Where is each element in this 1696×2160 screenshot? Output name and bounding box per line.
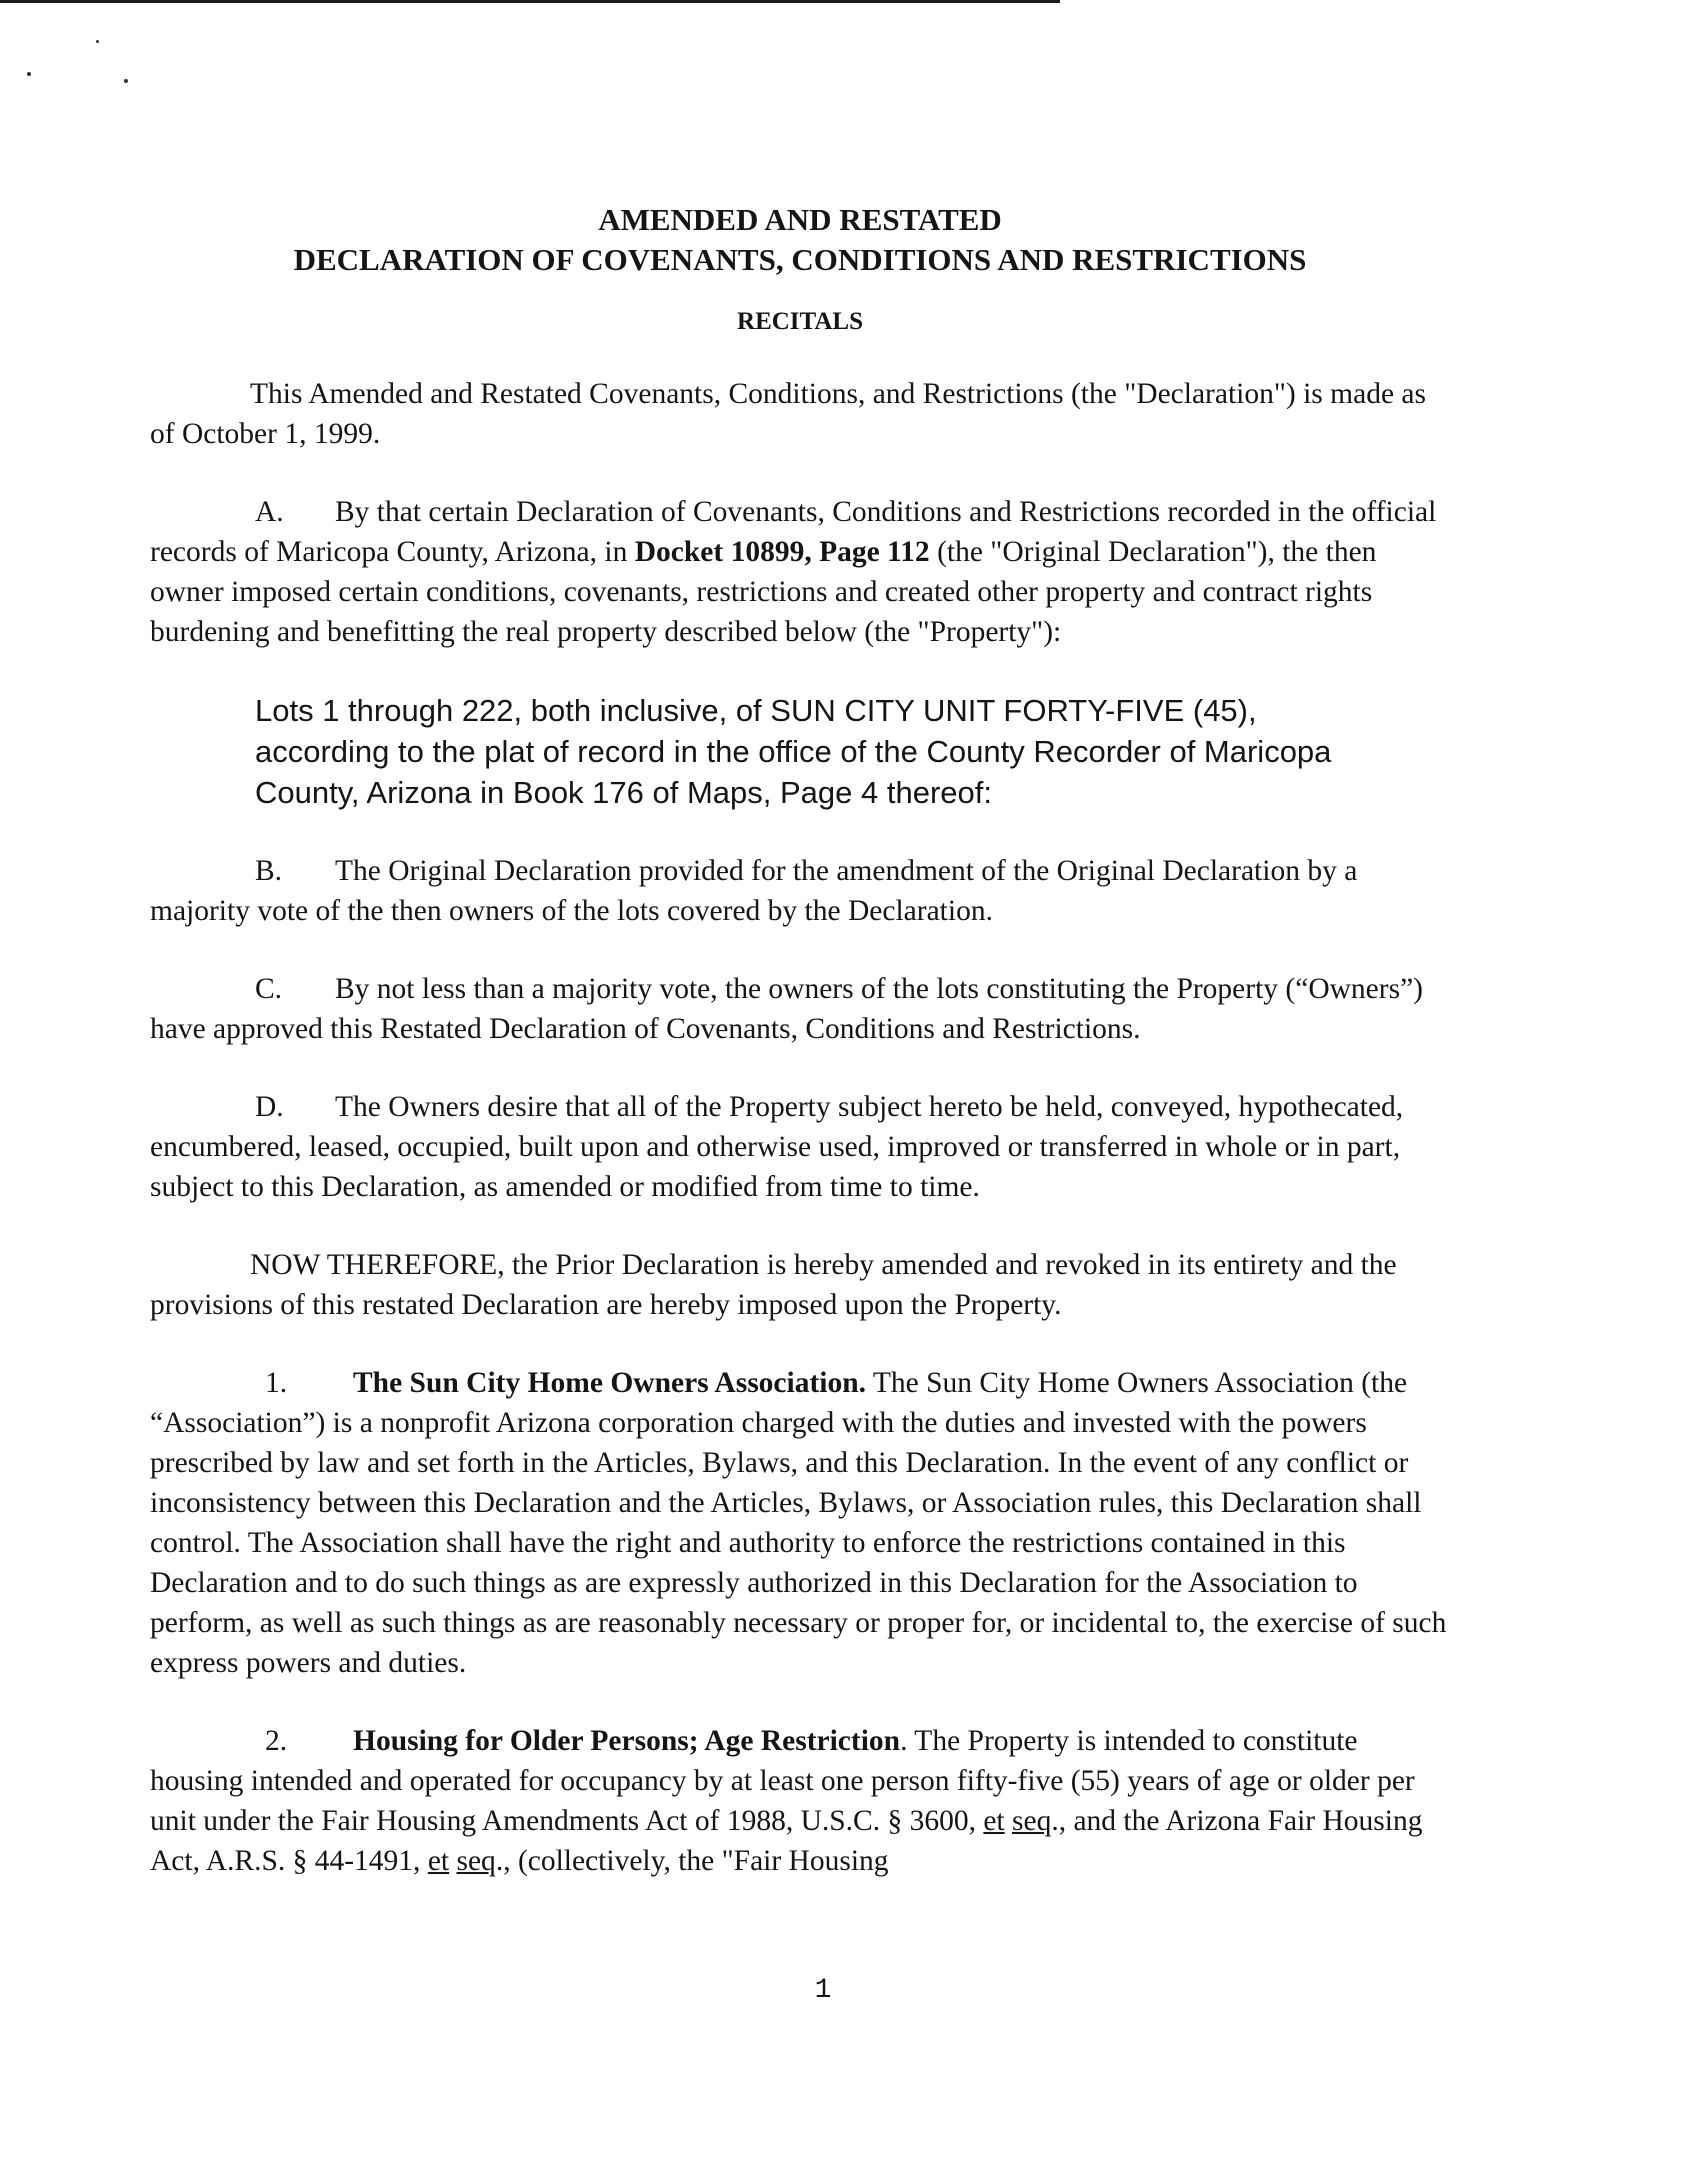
section-1-number: 1. [265, 1367, 288, 1399]
recital-b-text: The Original Declaration provided for the amendment of the Original Declaration by a majority vote of the then owners of the lots covered by the Declaration. [150, 855, 1358, 927]
section-2-number: 2. [265, 1725, 288, 1757]
recital-b [150, 851, 1450, 931]
document-page [150, 200, 1450, 1919]
section-1 [150, 1363, 1450, 1683]
section-2-text-2: ., and the Arizona Fair Housing Act, A.R.S. § 44-1491, [150, 1805, 1423, 1877]
document-title-line-1: AMENDED AND RESTATED [598, 202, 1002, 237]
scan-speck [27, 72, 31, 76]
section-1-text: The Sun City Home Owners Association (the “Association”) is a nonprofit Arizona corporation charged with the duties and invested with the powers prescribed by law and set forth in the Articles, Bylaws, and this Declaration. In the event of any conflict or inconsistency between this Declaration and the Articles, Bylaws, or Association rules, this Declaration shall control. The Association shall have the right and authority to enforce the restrictions contained in this Declaration and to do such things as are expressly authorized in this Declaration for the Association to perform, as well as such things as are reasonably necessary or proper for, or incidental to, the exercise of such express powers and duties. [150, 1367, 1447, 1679]
scan-speck [124, 79, 128, 83]
recital-a-text-2: (the "Original Declaration"), the then owner imposed certain conditions, covenants, restrictions and created other property and contract rights burdening and benefitting the real property described below (the "Property"): [150, 536, 1377, 648]
scan-border [0, 0, 1060, 3]
recital-b-letter: B. [255, 855, 283, 887]
now-therefore-paragraph: NOW THEREFORE, the Prior Declaration is hereby amended and revoked in its entirety and the provisions of this restated Declaration are hereby imposed upon the Property. [150, 1249, 1397, 1321]
recital-a [150, 492, 1450, 652]
intro-paragraph: This Amended and Restated Covenants, Conditions, and Restrictions (the "Declaration") is made as of October 1, 1999. [150, 378, 1426, 450]
et-seq-et-2: et [427, 1845, 450, 1877]
recital-d-letter: D. [255, 1091, 284, 1123]
recital-c-text: By not less than a majority vote, the owners of the lots constituting the Property (“Owners”) have approved this Restated Declaration of Covenants, Conditions and Restrictions. [150, 973, 1423, 1045]
recital-d [150, 1087, 1450, 1207]
recital-c [150, 969, 1450, 1049]
scan-speck [96, 40, 99, 43]
docket-reference: Docket 10899, Page 112 [634, 536, 930, 568]
recital-c-letter: C. [255, 973, 283, 1005]
recital-a-letter: A. [255, 496, 284, 528]
page-number: 1 [814, 1975, 832, 2006]
recital-a-text-1: By that certain Declaration of Covenants, Conditions and Restrictions recorded in the official records of Maricopa County, Arizona, in [150, 496, 1437, 568]
section-2 [150, 1721, 1450, 1881]
legal-description: Lots 1 through 222, both inclusive, of SUN CITY UNIT FORTY-FIVE (45), according to the plat of record in the office of the County Recorder of Maricopa County, Arizona in Book 176 of Maps, Page 4 thereof: [255, 693, 1332, 810]
recitals-heading: RECITALS [737, 308, 863, 335]
section-2-text-3: ., (collectively, the "Fair Housing [495, 1845, 889, 1877]
et-seq-et-1: et [983, 1805, 1005, 1837]
section-2-heading: Housing for Older Persons; Age Restriction [353, 1725, 901, 1757]
recital-d-text: The Owners desire that all of the Property subject hereto be held, conveyed, hypothecated, encumbered, leased, occupied, built upon and otherwise used, improved or transferred in whole or in part, subject to this Declaration, as amended or modified from time to time. [150, 1091, 1404, 1203]
section-2-text-1: . The Property is intended to constitute housing intended and operated for occupancy by at least one person fifty-five (55) years of age or older per unit under the Fair Housing Amendments Act of 1988, U.S.C. § 3600, [150, 1725, 1415, 1837]
et-seq-seq-2: seq [456, 1845, 496, 1877]
section-1-heading: The Sun City Home Owners Association. [353, 1367, 867, 1399]
document-title-line-2: DECLARATION OF COVENANTS, CONDITIONS AND RESTRICTIONS [293, 242, 1307, 277]
et-seq-seq-1: seq [1012, 1805, 1052, 1837]
